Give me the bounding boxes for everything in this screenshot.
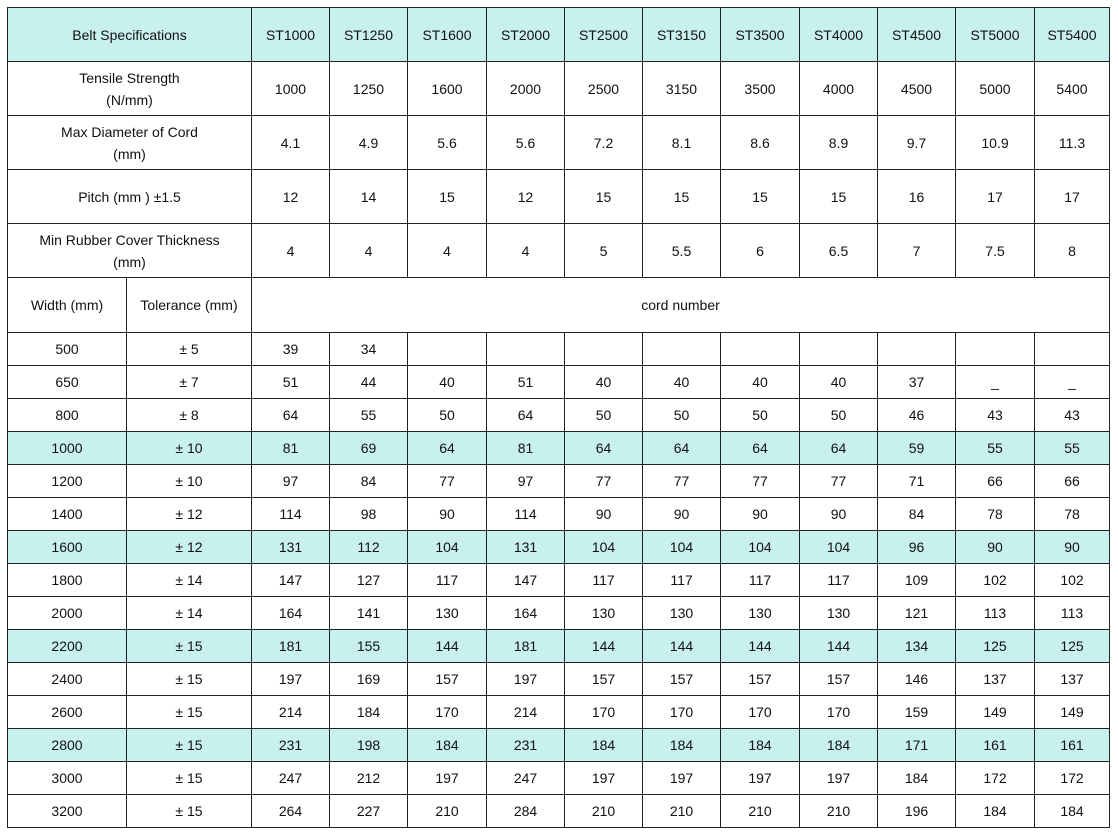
- spec-value: 6: [721, 224, 800, 278]
- cord-count-cell: 117: [800, 564, 878, 597]
- spec-value: 5000: [956, 62, 1035, 116]
- cord-count-cell: 137: [1035, 663, 1110, 696]
- cord-count-cell: 51: [252, 366, 330, 399]
- cord-count-cell: 125: [956, 630, 1035, 663]
- cord-count-cell: 117: [721, 564, 800, 597]
- cord-count-cell: 130: [721, 597, 800, 630]
- cord-count-cell: 264: [252, 795, 330, 828]
- spec-value: 4: [252, 224, 330, 278]
- cord-count-cell: 90: [956, 531, 1035, 564]
- cord-count-cell: [721, 333, 800, 366]
- table-row: [8, 762, 1110, 795]
- cord-count-cell: _: [956, 366, 1035, 399]
- spec-value: 5.5: [643, 224, 721, 278]
- cord-count-cell: 157: [408, 663, 487, 696]
- width-cell: 2200: [8, 630, 127, 663]
- grade-header: ST2000: [487, 8, 565, 62]
- tolerance-cell: ± 15: [127, 729, 252, 762]
- cord-count-cell: [487, 333, 565, 366]
- cord-count-cell: 184: [956, 795, 1035, 828]
- cord-count-cell: 210: [643, 795, 721, 828]
- spec-value: 5: [565, 224, 643, 278]
- cord-count-cell: 184: [1035, 795, 1110, 828]
- cord-count-cell: 50: [408, 399, 487, 432]
- cord-count-cell: 210: [800, 795, 878, 828]
- grade-header: ST4000: [800, 8, 878, 62]
- cord-count-cell: 171: [878, 729, 956, 762]
- cord-count-cell: 197: [800, 762, 878, 795]
- cord-count-cell: 170: [643, 696, 721, 729]
- spec-value: 4: [330, 224, 408, 278]
- spec-value: 10.9: [956, 116, 1035, 170]
- grade-header: ST4500: [878, 8, 956, 62]
- spec-label: Tensile Strength (N/mm): [8, 62, 252, 116]
- cord-count-cell: 214: [252, 696, 330, 729]
- cord-count-cell: 114: [487, 498, 565, 531]
- spec-value: 1250: [330, 62, 408, 116]
- cord-count-cell: 127: [330, 564, 408, 597]
- cord-count-cell: 44: [330, 366, 408, 399]
- header-row: [8, 8, 1110, 62]
- cord-count-cell: 169: [330, 663, 408, 696]
- width-header: Width (mm): [8, 278, 127, 333]
- cord-count-cell: 90: [800, 498, 878, 531]
- cord-count-cell: 172: [1035, 762, 1110, 795]
- cord-count-cell: 64: [252, 399, 330, 432]
- cord-count-cell: 210: [721, 795, 800, 828]
- cord-count-cell: 96: [878, 531, 956, 564]
- cord-count-cell: 184: [721, 729, 800, 762]
- cord-count-cell: 170: [565, 696, 643, 729]
- cord-count-cell: 147: [487, 564, 565, 597]
- cord-count-cell: 146: [878, 663, 956, 696]
- grade-header: ST1600: [408, 8, 487, 62]
- cord-count-cell: 157: [721, 663, 800, 696]
- cord-count-cell: 144: [721, 630, 800, 663]
- cord-count-cell: 40: [721, 366, 800, 399]
- cord-count-cell: 104: [408, 531, 487, 564]
- spec-value: 7: [878, 224, 956, 278]
- spec-value: 1000: [252, 62, 330, 116]
- cord-count-cell: 90: [565, 498, 643, 531]
- spec-row: [8, 62, 1110, 116]
- spec-value: 11.3: [1035, 116, 1110, 170]
- spec-value: 8.6: [721, 116, 800, 170]
- table-row: [8, 432, 1110, 465]
- cord-count-cell: 131: [487, 531, 565, 564]
- cord-count-cell: 210: [408, 795, 487, 828]
- cord-count-cell: 43: [1035, 399, 1110, 432]
- cord-count-cell: 184: [408, 729, 487, 762]
- cord-count-cell: 69: [330, 432, 408, 465]
- cord-count-cell: 197: [565, 762, 643, 795]
- cord-count-cell: 77: [800, 465, 878, 498]
- spec-value: 15: [800, 170, 878, 224]
- grade-header: ST3150: [643, 8, 721, 62]
- cord-count-cell: 77: [721, 465, 800, 498]
- cord-count-cell: 64: [721, 432, 800, 465]
- width-cell: 1000: [8, 432, 127, 465]
- subheader-row: [8, 278, 1110, 333]
- cord-count-cell: 198: [330, 729, 408, 762]
- spec-value: 5.6: [487, 116, 565, 170]
- spec-value: 2000: [487, 62, 565, 116]
- cord-count-cell: [565, 333, 643, 366]
- cord-count-cell: 40: [643, 366, 721, 399]
- header-title: Belt Specifications: [8, 8, 252, 62]
- tolerance-cell: ± 15: [127, 663, 252, 696]
- cord-count-cell: [800, 333, 878, 366]
- tolerance-cell: ± 15: [127, 696, 252, 729]
- cord-count-cell: 109: [878, 564, 956, 597]
- cord-count-cell: 149: [1035, 696, 1110, 729]
- tolerance-cell: ± 10: [127, 465, 252, 498]
- cord-count-cell: 157: [643, 663, 721, 696]
- cord-count-cell: 90: [643, 498, 721, 531]
- cord-count-cell: 40: [800, 366, 878, 399]
- cord-count-cell: 55: [1035, 432, 1110, 465]
- width-cell: 3000: [8, 762, 127, 795]
- cord-count-cell: 113: [1035, 597, 1110, 630]
- spec-value: 8.9: [800, 116, 878, 170]
- tolerance-cell: ± 12: [127, 531, 252, 564]
- cord-count-cell: 64: [408, 432, 487, 465]
- cord-count-cell: 181: [252, 630, 330, 663]
- cord-count-cell: 196: [878, 795, 956, 828]
- cord-count-cell: 50: [565, 399, 643, 432]
- spec-value: 4.1: [252, 116, 330, 170]
- tolerance-cell: ± 14: [127, 564, 252, 597]
- cord-count-cell: 184: [800, 729, 878, 762]
- cord-count-cell: 78: [956, 498, 1035, 531]
- cord-count-cell: 144: [408, 630, 487, 663]
- table-body: [8, 8, 1110, 828]
- tolerance-header: Tolerance (mm): [127, 278, 252, 333]
- tolerance-cell: ± 15: [127, 795, 252, 828]
- cord-count-cell: 284: [487, 795, 565, 828]
- grade-header: ST3500: [721, 8, 800, 62]
- spec-value: 3500: [721, 62, 800, 116]
- spec-value: 15: [721, 170, 800, 224]
- cord-count-cell: 155: [330, 630, 408, 663]
- cord-count-cell: 97: [487, 465, 565, 498]
- spec-value: 5.6: [408, 116, 487, 170]
- spec-value: 2500: [565, 62, 643, 116]
- cord-count-cell: 172: [956, 762, 1035, 795]
- cord-count-cell: 184: [330, 696, 408, 729]
- cord-count-cell: 161: [1035, 729, 1110, 762]
- table-row: [8, 795, 1110, 828]
- width-cell: 1400: [8, 498, 127, 531]
- cord-count-cell: [408, 333, 487, 366]
- cord-count-cell: 90: [1035, 531, 1110, 564]
- cord-count-cell: [1035, 333, 1110, 366]
- cord-count-cell: 117: [565, 564, 643, 597]
- cord-count-cell: 81: [487, 432, 565, 465]
- width-cell: 500: [8, 333, 127, 366]
- cord-count-cell: [956, 333, 1035, 366]
- cord-count-cell: 117: [643, 564, 721, 597]
- tolerance-cell: ± 10: [127, 432, 252, 465]
- tolerance-cell: ± 12: [127, 498, 252, 531]
- tolerance-cell: ± 15: [127, 762, 252, 795]
- cord-count-cell: 197: [643, 762, 721, 795]
- spec-value: 8.1: [643, 116, 721, 170]
- grade-header: ST5000: [956, 8, 1035, 62]
- cord-count-cell: 104: [721, 531, 800, 564]
- spec-value: 16: [878, 170, 956, 224]
- cord-count-cell: 66: [1035, 465, 1110, 498]
- spec-label: Min Rubber Cover Thickness (mm): [8, 224, 252, 278]
- cord-count-cell: 114: [252, 498, 330, 531]
- spec-value: 8: [1035, 224, 1110, 278]
- table-row: [8, 630, 1110, 663]
- table-row: [8, 729, 1110, 762]
- cord-count-cell: 181: [487, 630, 565, 663]
- spec-value: 14: [330, 170, 408, 224]
- cord-count-cell: 102: [956, 564, 1035, 597]
- cord-count-cell: 77: [565, 465, 643, 498]
- cord-count-cell: [643, 333, 721, 366]
- cord-count-cell: 34: [330, 333, 408, 366]
- spec-row: [8, 116, 1110, 170]
- cord-count-cell: 197: [721, 762, 800, 795]
- cord-count-cell: 64: [487, 399, 565, 432]
- cord-count-cell: 98: [330, 498, 408, 531]
- width-cell: 2000: [8, 597, 127, 630]
- grade-header: ST1250: [330, 8, 408, 62]
- table-row: [8, 366, 1110, 399]
- tolerance-cell: ± 8: [127, 399, 252, 432]
- spec-value: 4000: [800, 62, 878, 116]
- cord-count-cell: 147: [252, 564, 330, 597]
- cord-count-cell: 55: [956, 432, 1035, 465]
- spec-value: 4500: [878, 62, 956, 116]
- spec-value: 3150: [643, 62, 721, 116]
- cord-count-cell: 90: [721, 498, 800, 531]
- width-cell: 1600: [8, 531, 127, 564]
- cord-count-cell: 197: [487, 663, 565, 696]
- spec-value: 4.9: [330, 116, 408, 170]
- cord-count-cell: 84: [878, 498, 956, 531]
- cord-count-cell: 197: [252, 663, 330, 696]
- cord-count-cell: 144: [800, 630, 878, 663]
- cord-count-cell: 231: [252, 729, 330, 762]
- spec-value: 17: [956, 170, 1035, 224]
- spec-value: 5400: [1035, 62, 1110, 116]
- table-row: [8, 564, 1110, 597]
- tolerance-cell: ± 14: [127, 597, 252, 630]
- cord-count-cell: 164: [252, 597, 330, 630]
- cord-count-cell: 144: [643, 630, 721, 663]
- cord-count-cell: 197: [408, 762, 487, 795]
- cord-count-cell: 144: [565, 630, 643, 663]
- spec-value: 15: [643, 170, 721, 224]
- tolerance-cell: ± 15: [127, 630, 252, 663]
- cord-count-cell: 59: [878, 432, 956, 465]
- cord-count-cell: 50: [721, 399, 800, 432]
- cord-count-cell: 64: [800, 432, 878, 465]
- cord-count-cell: 40: [408, 366, 487, 399]
- cord-count-cell: 117: [408, 564, 487, 597]
- cord-count-cell: 134: [878, 630, 956, 663]
- cord-count-cell: 104: [565, 531, 643, 564]
- cord-count-cell: 64: [565, 432, 643, 465]
- cord-count-cell: [878, 333, 956, 366]
- width-cell: 1200: [8, 465, 127, 498]
- width-cell: 650: [8, 366, 127, 399]
- cord-count-cell: 71: [878, 465, 956, 498]
- table-row: [8, 399, 1110, 432]
- tolerance-cell: ± 5: [127, 333, 252, 366]
- grade-header: ST1000: [252, 8, 330, 62]
- cord-count-cell: 130: [643, 597, 721, 630]
- cord-count-cell: 66: [956, 465, 1035, 498]
- cord-count-cell: 210: [565, 795, 643, 828]
- spec-value: 4: [408, 224, 487, 278]
- cord-count-cell: 84: [330, 465, 408, 498]
- spec-label: Max Diameter of Cord (mm): [8, 116, 252, 170]
- cord-count-cell: _: [1035, 366, 1110, 399]
- cord-count-cell: 102: [1035, 564, 1110, 597]
- spec-label: Pitch (mm ) ±1.5: [8, 170, 252, 224]
- spec-value: 12: [252, 170, 330, 224]
- cord-count-cell: 164: [487, 597, 565, 630]
- spec-value: 1600: [408, 62, 487, 116]
- cord-count-cell: 184: [878, 762, 956, 795]
- table-row: [8, 663, 1110, 696]
- cord-count-cell: 214: [487, 696, 565, 729]
- width-cell: 800: [8, 399, 127, 432]
- cord-count-cell: 247: [252, 762, 330, 795]
- cord-count-cell: 141: [330, 597, 408, 630]
- table-row: [8, 531, 1110, 564]
- spec-value: 9.7: [878, 116, 956, 170]
- cord-count-cell: 37: [878, 366, 956, 399]
- grade-header: ST5400: [1035, 8, 1110, 62]
- cord-count-cell: 104: [643, 531, 721, 564]
- cord-count-cell: 39: [252, 333, 330, 366]
- cord-count-cell: 77: [408, 465, 487, 498]
- cord-count-cell: 157: [565, 663, 643, 696]
- cord-count-cell: 40: [565, 366, 643, 399]
- spec-value: 7.5: [956, 224, 1035, 278]
- spec-value: 7.2: [565, 116, 643, 170]
- table-row: [8, 465, 1110, 498]
- cord-count-cell: 81: [252, 432, 330, 465]
- width-cell: 2800: [8, 729, 127, 762]
- cord-count-cell: 97: [252, 465, 330, 498]
- cord-count-cell: 131: [252, 531, 330, 564]
- cord-count-cell: 90: [408, 498, 487, 531]
- cord-count-cell: 125: [1035, 630, 1110, 663]
- cord-count-cell: 227: [330, 795, 408, 828]
- cord-count-cell: 55: [330, 399, 408, 432]
- cord-count-cell: 112: [330, 531, 408, 564]
- cord-count-cell: 50: [643, 399, 721, 432]
- spec-value: 15: [408, 170, 487, 224]
- cord-count-cell: 113: [956, 597, 1035, 630]
- cord-count-cell: 157: [800, 663, 878, 696]
- spec-value: 17: [1035, 170, 1110, 224]
- cord-count-cell: 64: [643, 432, 721, 465]
- cord-count-cell: 130: [565, 597, 643, 630]
- cord-number-header: cord number: [252, 278, 1110, 333]
- grade-header: ST2500: [565, 8, 643, 62]
- table-row: [8, 498, 1110, 531]
- cord-count-cell: 170: [408, 696, 487, 729]
- width-cell: 3200: [8, 795, 127, 828]
- table-row: [8, 597, 1110, 630]
- spec-row: [8, 224, 1110, 278]
- cord-count-cell: 78: [1035, 498, 1110, 531]
- spec-value: 4: [487, 224, 565, 278]
- width-cell: 1800: [8, 564, 127, 597]
- cord-count-cell: 50: [800, 399, 878, 432]
- cord-count-cell: 159: [878, 696, 956, 729]
- cord-count-cell: 43: [956, 399, 1035, 432]
- cord-count-cell: 130: [800, 597, 878, 630]
- cord-count-cell: 184: [643, 729, 721, 762]
- width-cell: 2600: [8, 696, 127, 729]
- cord-count-cell: 247: [487, 762, 565, 795]
- table-row: [8, 333, 1110, 366]
- tolerance-cell: ± 7: [127, 366, 252, 399]
- spec-value: 6.5: [800, 224, 878, 278]
- cord-count-cell: 231: [487, 729, 565, 762]
- cord-count-cell: 77: [643, 465, 721, 498]
- spec-row: [8, 170, 1110, 224]
- cord-count-cell: 170: [800, 696, 878, 729]
- cord-count-cell: 212: [330, 762, 408, 795]
- cord-count-cell: 121: [878, 597, 956, 630]
- cord-count-cell: 104: [800, 531, 878, 564]
- width-cell: 2400: [8, 663, 127, 696]
- cord-count-cell: 130: [408, 597, 487, 630]
- table-row: [8, 696, 1110, 729]
- spec-value: 12: [487, 170, 565, 224]
- cord-count-cell: 51: [487, 366, 565, 399]
- cord-count-cell: 161: [956, 729, 1035, 762]
- cord-count-cell: 149: [956, 696, 1035, 729]
- cord-count-cell: 137: [956, 663, 1035, 696]
- cord-count-cell: 46: [878, 399, 956, 432]
- spec-value: 15: [565, 170, 643, 224]
- belt-spec-table: [7, 7, 1110, 828]
- cord-count-cell: 170: [721, 696, 800, 729]
- cord-count-cell: 184: [565, 729, 643, 762]
